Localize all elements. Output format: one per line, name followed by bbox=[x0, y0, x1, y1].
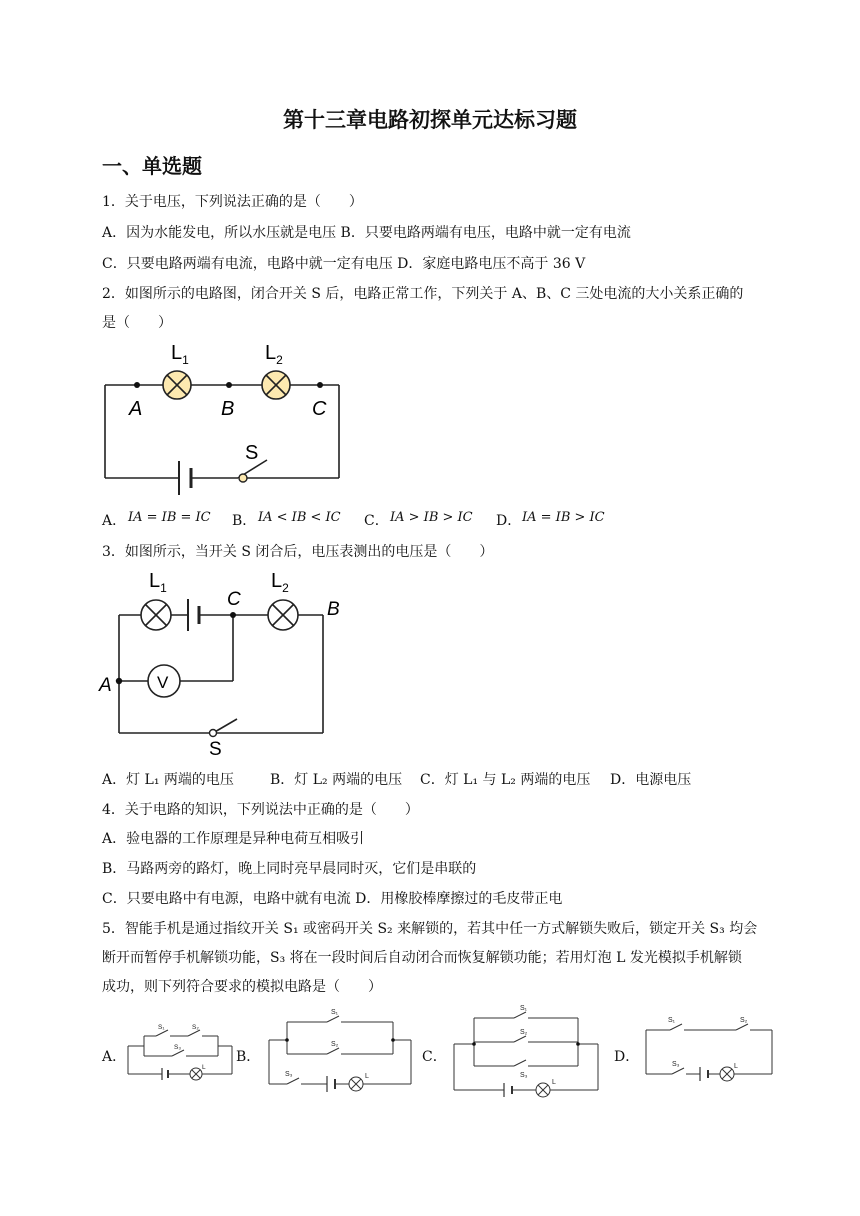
q3-switch-pivot-icon bbox=[210, 730, 217, 737]
q5-b-l: L bbox=[365, 1073, 369, 1080]
page-title: 第十三章电路初探单元达标习题 bbox=[283, 107, 577, 132]
q5-a-s3: S₃ bbox=[174, 1044, 181, 1051]
q3-label-c: C bbox=[227, 589, 241, 610]
q3-lamp-l1-icon bbox=[141, 600, 171, 630]
q2-switch-pivot-icon bbox=[239, 474, 247, 482]
q2-option-d-label: D． bbox=[496, 513, 522, 529]
q4-options-cd: C．只要电路中有电源，电路中就有电流 D．用橡胶棒摩擦过的毛皮带正电 bbox=[102, 891, 563, 907]
q4-stem: 4．关于电路的知识，下列说法中正确的是（ ） bbox=[102, 802, 419, 818]
section-heading: 一、单选题 bbox=[102, 154, 202, 178]
q3-label-b: B bbox=[327, 599, 340, 620]
q2-label-l2: $L_2$ bbox=[265, 342, 283, 367]
q5-c-s2: S₂ bbox=[520, 1029, 528, 1036]
q5-stem-line-2: 断开而暂停手机解锁功能，S₃ 将在一段时间后自动闭合而恢复解锁功能；若用灯泡 L 发光模拟手机解锁 bbox=[102, 950, 742, 966]
q3-option-c: C．灯 L₁ 与 L₂ 两端的电压 bbox=[420, 772, 591, 788]
q4-option-a: A．验电器的工作原理是异种电荷互相吸引 bbox=[102, 831, 365, 847]
q5-stem-line-3: 成功，则下列符合要求的模拟电路是（ ） bbox=[102, 979, 382, 995]
q2-option-c-label: C． bbox=[364, 513, 389, 529]
q2-option-d-formula: IA = IB > IC bbox=[522, 510, 605, 525]
q3-stem: 3．如图所示，当开关 S 闭合后，电压表测出的电压是（ ） bbox=[102, 544, 494, 560]
q5-b-lamp-icon bbox=[349, 1077, 363, 1091]
q2-label-b: B bbox=[221, 398, 235, 420]
q5-stem-line-1: 5．智能手机是通过指纹开关 S₁ 或密码开关 S₂ 来解锁的，若其中任一方式解锁失败后，锁定开关 S₃ 均会 bbox=[102, 921, 758, 937]
q2-option-b-formula: IA < IB < IC bbox=[258, 510, 341, 525]
q5-option-a-label: A． bbox=[102, 1049, 127, 1065]
q5-c-s3: S₃ bbox=[520, 1072, 528, 1079]
q3-label-s: S bbox=[209, 739, 222, 760]
q5-b-s3: S₃ bbox=[285, 1071, 293, 1078]
q2-circuit-figure bbox=[95, 335, 355, 505]
q5-option-c-label: C． bbox=[422, 1049, 447, 1065]
q1-options-ab: A．因为水能发电，所以水压就是电压 B．只要电路两端有电压，电路中就一定有电流 bbox=[102, 225, 631, 241]
q2-lamp-l1-icon bbox=[163, 371, 191, 399]
q5-d-lamp-icon bbox=[720, 1067, 734, 1081]
q1-options-cd: C．只要电路两端有电流，电路中就一定有电压 D．家庭电路电压不高于 36 V bbox=[102, 256, 586, 272]
q5-circuit-a bbox=[126, 1018, 236, 1084]
q3-option-d: D．电源电压 bbox=[610, 772, 692, 788]
q5-b-s1: S₁ bbox=[331, 1009, 339, 1016]
q3-voltmeter-icon bbox=[148, 665, 180, 697]
q5-a-l: L bbox=[202, 1064, 206, 1071]
q3-label-l1: $L_1$ bbox=[149, 570, 167, 595]
q3-lamp-l2-icon bbox=[268, 600, 298, 630]
q3-option-b: B．灯 L₂ 两端的电压 bbox=[270, 772, 403, 788]
q5-c-l: L bbox=[552, 1079, 556, 1086]
q2-label-a: A bbox=[129, 398, 143, 420]
q5-circuit-c bbox=[452, 1004, 602, 1096]
q5-d-s1: S₁ bbox=[668, 1017, 676, 1024]
q2-option-a-formula: IA = IB = IC bbox=[128, 510, 211, 525]
q3-circuit-figure bbox=[95, 563, 355, 763]
q5-d-l: L bbox=[734, 1063, 738, 1070]
q5-b-s2: S₂ bbox=[331, 1041, 339, 1048]
q2-label-s: S bbox=[245, 442, 259, 464]
q2-label-l1: $L_1$ bbox=[171, 342, 189, 367]
q5-c-s1: S₁ bbox=[520, 1005, 528, 1012]
q5-c-lamp-icon bbox=[536, 1083, 550, 1097]
q2-battery-icon bbox=[179, 461, 191, 495]
q5-a-s1: S₁ bbox=[158, 1024, 165, 1031]
q2-stem-line-1: 2．如图所示的电路图，闭合开关 S 后，电路正常工作，下列关于 A、B、C 三处电流的大小关系正确的 bbox=[102, 286, 744, 302]
q3-label-l2: $L_2$ bbox=[271, 570, 289, 595]
q3-option-a: A．灯 L₁ 两端的电压 bbox=[102, 772, 234, 788]
q2-option-a-label: A． bbox=[102, 513, 127, 529]
q5-circuit-b bbox=[265, 1008, 415, 1092]
q5-a-s2: S₂ bbox=[192, 1024, 199, 1031]
q5-option-b-label: B． bbox=[236, 1049, 261, 1065]
q2-lamp-l2-icon bbox=[262, 371, 290, 399]
q3-battery-icon bbox=[188, 599, 199, 631]
q4-option-b: B．马路两旁的路灯，晚上同时亮早晨同时灭，它们是串联的 bbox=[102, 861, 477, 877]
q5-d-s3: S₃ bbox=[672, 1061, 680, 1068]
q2-stem-line-2: 是（ ） bbox=[102, 315, 172, 331]
q3-label-a: A bbox=[99, 675, 112, 696]
q5-d-s2: S₂ bbox=[740, 1017, 748, 1024]
q3-voltmeter-label: V bbox=[157, 673, 169, 692]
q2-option-b-label: B． bbox=[232, 513, 257, 529]
q5-circuit-d bbox=[642, 1016, 776, 1082]
q2-option-c-formula: IA > IB > IC bbox=[390, 510, 473, 525]
q5-option-d-label: D． bbox=[614, 1049, 640, 1065]
q1-stem: 1．关于电压，下列说法正确的是（ ） bbox=[102, 194, 363, 210]
q2-label-c: C bbox=[312, 398, 327, 420]
q5-a-lamp-icon bbox=[190, 1068, 202, 1080]
